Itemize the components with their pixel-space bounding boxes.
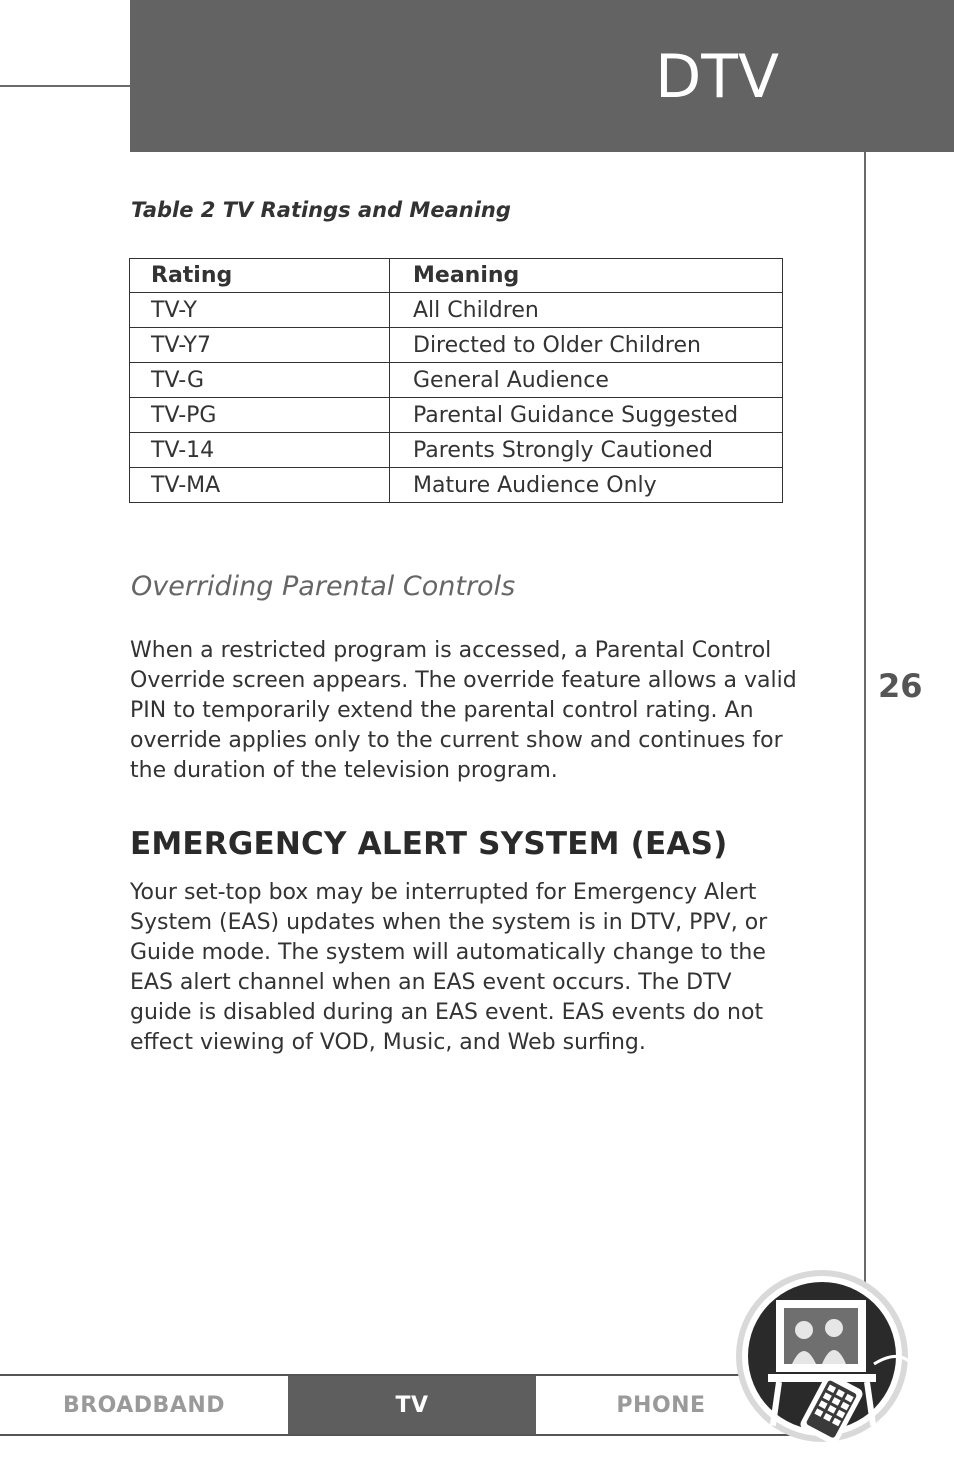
header-bar: [130, 0, 954, 152]
meaning-cell: Mature Audience Only: [390, 468, 783, 503]
meaning-cell: Directed to Older Children: [390, 328, 783, 363]
paragraph-line: EAS alert channel when an EAS event occurs. The DTV: [130, 970, 732, 995]
eas-heading: EMERGENCY ALERT SYSTEM (EAS): [130, 826, 728, 862]
table-row: [130, 398, 783, 433]
meaning-cell: General Audience: [390, 363, 783, 398]
rating-cell: TV-PG: [130, 398, 390, 433]
meaning-cell: Parents Strongly Cautioned: [390, 433, 783, 468]
paragraph-line: effect viewing of VOD, Music, and Web surfing.: [130, 1030, 646, 1055]
paragraph-line: PIN to temporarily extend the parental control rating. An: [130, 698, 754, 723]
page-number: 26: [878, 667, 923, 705]
rating-cell: TV-Y7: [130, 328, 390, 363]
rating-cell: TV-G: [130, 363, 390, 398]
rating-cell: TV-MA: [130, 468, 390, 503]
page-title: DTV: [655, 42, 779, 112]
paragraph-line: Guide mode. The system will automatically change to the: [130, 940, 766, 965]
paragraph-line: override applies only to the current show and continues for: [130, 728, 783, 753]
paragraph-line: the duration of the television program.: [130, 758, 558, 783]
table-row: [130, 293, 783, 328]
paragraph-line: System (EAS) updates when the system is in DTV, PPV, or: [130, 910, 768, 935]
rating-cell: TV-14: [130, 433, 390, 468]
table-row: [130, 433, 783, 468]
table-row: [130, 363, 783, 398]
paragraph-line: Your set-top box may be interrupted for Emergency Alert: [130, 880, 757, 905]
tab-tv[interactable]: TV: [288, 1376, 536, 1434]
eas-paragraph: [130, 878, 810, 1058]
top-left-rule: [0, 85, 130, 87]
override-heading: Overriding Parental Controls: [131, 571, 516, 602]
margin-rule: [864, 152, 866, 1374]
tab-broadband[interactable]: BROADBAND: [62, 1392, 226, 1418]
meaning-cell: All Children: [390, 293, 783, 328]
table-row: [130, 328, 783, 363]
table-caption: Table 2 TV Ratings and Meaning: [131, 198, 511, 222]
table-header-row: [130, 259, 783, 293]
column-header-rating: Rating: [130, 259, 390, 293]
rating-cell: TV-Y: [130, 293, 390, 328]
paragraph-line: When a restricted program is accessed, a Parental Control: [130, 638, 772, 663]
meaning-cell: Parental Guidance Suggested: [390, 398, 783, 433]
tv-remote-icon: [734, 1266, 914, 1446]
paragraph-line: Override screen appears. The override feature allows a valid: [130, 668, 797, 693]
table-row: [130, 468, 783, 503]
ratings-table: [129, 258, 783, 503]
nav-bottom-rule: [0, 1434, 790, 1436]
tab-phone[interactable]: PHONE: [616, 1392, 706, 1418]
paragraph-line: guide is disabled during an EAS event. EAS events do not: [130, 1000, 764, 1025]
column-header-meaning: Meaning: [390, 259, 783, 293]
override-paragraph: [130, 636, 810, 786]
